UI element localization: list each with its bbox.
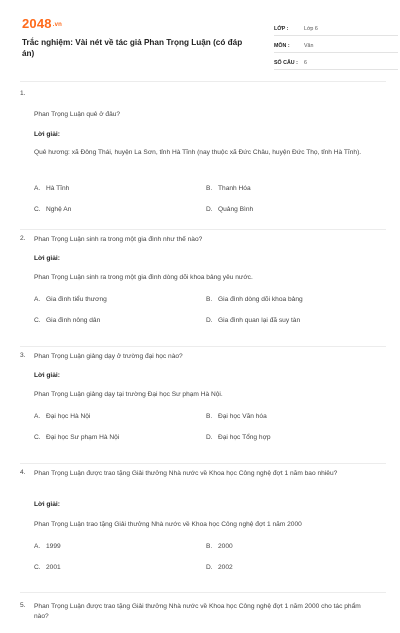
answer-options [34, 413, 378, 441]
question-text: Phan Trọng Luận được trao tặng Giải thưởng Nhà nước về Khoa học Công nghệ đợt 1 năm 2000 cho tác phẩm nào? [34, 603, 361, 620]
option-text: Hà Tĩnh [46, 185, 70, 192]
question-text: Phan Trọng Luận được trao tặng Giải thưởng Nhà nước về Khoa học Công nghệ đợt 1 năm bao nhiêu? [34, 470, 338, 477]
option-b[interactable] [206, 296, 378, 303]
question-2 [20, 230, 386, 347]
option-text: Đại học Tổng hợp [218, 434, 271, 441]
meta-label: SỐ CÂU : [274, 59, 298, 66]
option-key: D. [206, 434, 213, 441]
option-key: C. [34, 564, 41, 571]
option-key: B. [206, 185, 213, 192]
option-c[interactable] [34, 317, 206, 324]
option-b[interactable] [206, 543, 378, 550]
option-key: D. [206, 564, 213, 571]
meta-label: MÔN : [274, 42, 290, 49]
question-number: 1. [20, 90, 26, 97]
option-b[interactable] [206, 185, 378, 192]
option-a[interactable] [34, 185, 206, 192]
option-key: B. [206, 543, 213, 550]
option-a[interactable] [34, 296, 206, 303]
question-text: Phan Trọng Luận quê ở đâu? [34, 111, 121, 118]
answer-options [34, 296, 378, 324]
option-text: Nghệ An [46, 206, 72, 213]
meta-info [274, 22, 398, 73]
option-c[interactable] [34, 206, 206, 213]
option-key: C. [34, 317, 41, 324]
site-logo[interactable] [22, 16, 62, 31]
solution-text: Phan Trọng Luận sinh ra trong một gia đình dòng dõi khoa bảng yêu nước. [34, 274, 253, 281]
question-number: 5. [20, 602, 26, 609]
option-key: C. [34, 206, 41, 213]
question-number: 4. [20, 469, 26, 476]
option-text: 2000 [218, 543, 233, 550]
meta-value: Lớp 6 [304, 25, 318, 32]
option-key: A. [34, 185, 41, 192]
option-text: Gia đình dòng dõi khoa bảng [218, 296, 303, 303]
option-key: A. [34, 543, 41, 550]
option-key: D. [206, 206, 213, 213]
question-4 [20, 464, 386, 593]
header-divider [20, 81, 386, 82]
question-3 [20, 347, 386, 464]
meta-value: Văn [304, 42, 314, 49]
option-text: Đại học Sư phạm Hà Nội [46, 434, 120, 441]
option-key: B. [206, 413, 213, 420]
option-d[interactable] [206, 317, 378, 324]
option-text: 2001 [46, 564, 61, 571]
question-text: Phan Trọng Luận sinh ra trong một gia đình như thế nào? [34, 236, 203, 243]
option-a[interactable] [34, 543, 206, 550]
option-text: Quảng Bình [218, 206, 254, 213]
option-key: C. [34, 434, 41, 441]
meta-label: LỚP : [274, 25, 289, 32]
meta-row-count [274, 56, 398, 70]
option-text: Đại học Văn hóa [218, 413, 267, 420]
question-5 [20, 593, 386, 633]
solution-text: Phan Trọng Luận trao tặng Giải thưởng Nhà nước về Khoa học Công nghệ đợt 1 năm 2000 [34, 521, 302, 528]
option-a[interactable] [34, 413, 206, 420]
solution-text: Phan Trọng Luận giảng dạy tại trường Đại học Sư phạm Hà Nội. [34, 391, 223, 398]
question-text: Phan Trọng Luận giảng dạy ở trường đại học nào? [34, 353, 183, 360]
solution-label: Lời giải: [34, 255, 60, 262]
logo-tld: .vn [52, 21, 63, 28]
option-text: Thanh Hóa [218, 185, 251, 192]
meta-row-subject [274, 39, 398, 53]
option-b[interactable] [206, 413, 378, 420]
solution-label: Lời giải: [34, 372, 60, 379]
logo-text: 2048 [22, 16, 52, 31]
meta-value: 6 [304, 59, 307, 66]
option-key: A. [34, 413, 41, 420]
meta-row-class [274, 22, 398, 36]
option-key: D. [206, 317, 213, 324]
solution-label: Lời giải: [34, 501, 60, 508]
option-text: 2002 [218, 564, 233, 571]
question-number: 2. [20, 235, 26, 242]
option-d[interactable] [206, 564, 378, 571]
option-key: A. [34, 296, 41, 303]
question-number: 3. [20, 352, 26, 359]
option-d[interactable] [206, 206, 378, 213]
option-c[interactable] [34, 564, 206, 571]
answer-options [34, 185, 378, 213]
option-text: Gia đình quan lại đã suy tàn [218, 317, 301, 324]
solution-text: Quê hương: xã Đông Thái, huyện La Sơn, tỉnh Hà Tĩnh (nay thuộc xã Đức Châu, huyện Đức Thọ, tỉnh Hà Tĩnh). [34, 149, 362, 156]
solution-label: Lời giải: [34, 131, 60, 138]
option-text: Gia đình tiểu thương [46, 296, 107, 303]
answer-options [34, 543, 378, 571]
option-text: Gia đình nông dân [46, 317, 101, 324]
option-c[interactable] [34, 434, 206, 441]
option-key: B. [206, 296, 213, 303]
option-text: Đại học Hà Nội [46, 413, 91, 420]
header [20, 10, 386, 82]
page-title: Trắc nghiệm: Vài nét về tác giả Phan Trọng Luận (có đáp án) [22, 38, 243, 58]
question-1 [20, 90, 386, 230]
option-d[interactable] [206, 434, 378, 441]
option-text: 1999 [46, 543, 61, 550]
